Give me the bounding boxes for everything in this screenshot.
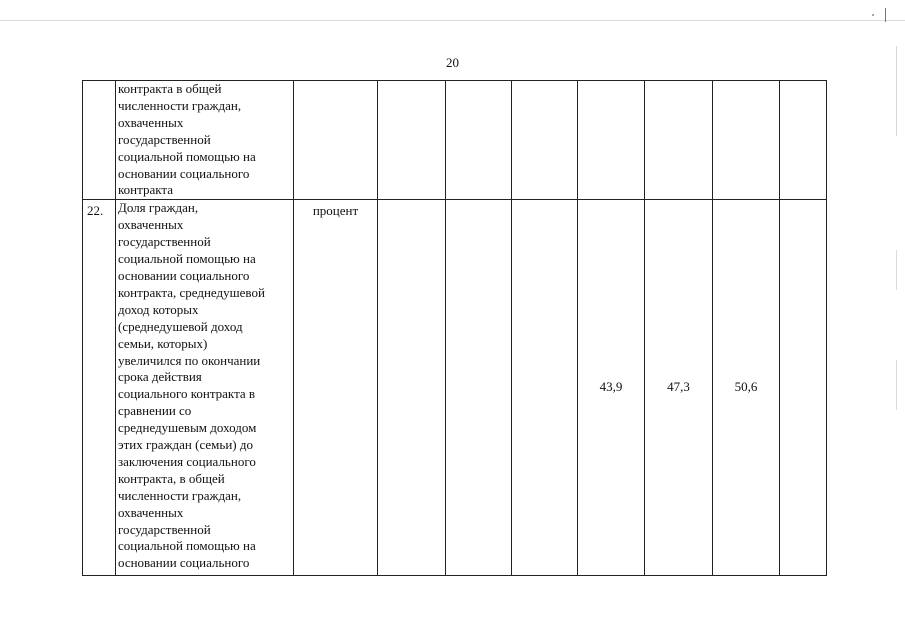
description-line: сравнении со <box>118 403 192 419</box>
scan-artifact <box>885 8 886 22</box>
description-line: государственной <box>118 131 211 147</box>
description-line: этих граждан (семьи) до <box>118 437 253 453</box>
description-line: (среднедушевой доход <box>118 318 243 334</box>
value-cell <box>713 81 780 200</box>
description-line: охваченных <box>118 217 184 233</box>
row-number-cell: 22. <box>83 200 116 576</box>
description-line: социального контракта в <box>118 386 256 402</box>
description-line: контракта, среднедушевой <box>118 284 265 300</box>
row-number-cell <box>83 81 116 200</box>
indicators-table <box>82 80 827 576</box>
value-cell: 50,6 <box>713 200 780 576</box>
scan-artifact <box>896 360 897 410</box>
unit-cell: процент <box>294 200 378 576</box>
description-line: социальной помощью на <box>118 538 256 554</box>
description-line: увеличился по окончании <box>118 352 261 368</box>
description-line: семьи, которых) <box>118 335 208 351</box>
value-cell <box>378 200 446 576</box>
value-cell <box>512 200 578 576</box>
scan-artifact <box>896 250 897 290</box>
table-row <box>83 200 827 576</box>
value-cell <box>378 81 446 200</box>
value-cell <box>512 81 578 200</box>
scan-artifact <box>896 46 897 136</box>
description-line: основании социального <box>118 165 250 181</box>
description-line: доход которых <box>118 301 199 317</box>
description-line: Доля граждан, <box>118 200 199 216</box>
description-line: контракта <box>118 182 173 198</box>
value-cell: 43,9 <box>578 200 645 576</box>
page-number: 20 <box>446 55 459 70</box>
description-line: охваченных <box>118 504 184 520</box>
description-line: численности граждан, <box>118 487 242 503</box>
value-cell <box>780 200 827 576</box>
scan-artifact <box>0 20 905 21</box>
table-row <box>83 81 827 200</box>
value-cell: 47,3 <box>645 200 713 576</box>
description-line: основании социального <box>118 555 250 571</box>
description-line: численности граждан, <box>118 97 242 113</box>
description-line: контракта, в общей <box>118 470 225 486</box>
description-line: государственной <box>118 234 211 250</box>
description-line: контракта в общей <box>118 81 222 96</box>
indicator-description-cell <box>116 200 294 576</box>
description-line: срока действия <box>118 369 202 385</box>
value-cell <box>578 81 645 200</box>
indicator-description-cell <box>116 81 294 200</box>
value-cell <box>645 81 713 200</box>
description-line: охваченных <box>118 114 184 130</box>
scan-artifact <box>872 14 874 16</box>
description-line: среднедушевым доходом <box>118 420 257 436</box>
description-line: социальной помощью на <box>118 251 256 267</box>
value-cell <box>446 81 512 200</box>
value-cell <box>446 200 512 576</box>
value-cell <box>780 81 827 200</box>
unit-cell <box>294 81 378 200</box>
description-line: основании социального <box>118 267 250 283</box>
description-line: заключения социального <box>118 453 256 469</box>
description-line: государственной <box>118 521 211 537</box>
description-line: социальной помощью на <box>118 148 256 164</box>
